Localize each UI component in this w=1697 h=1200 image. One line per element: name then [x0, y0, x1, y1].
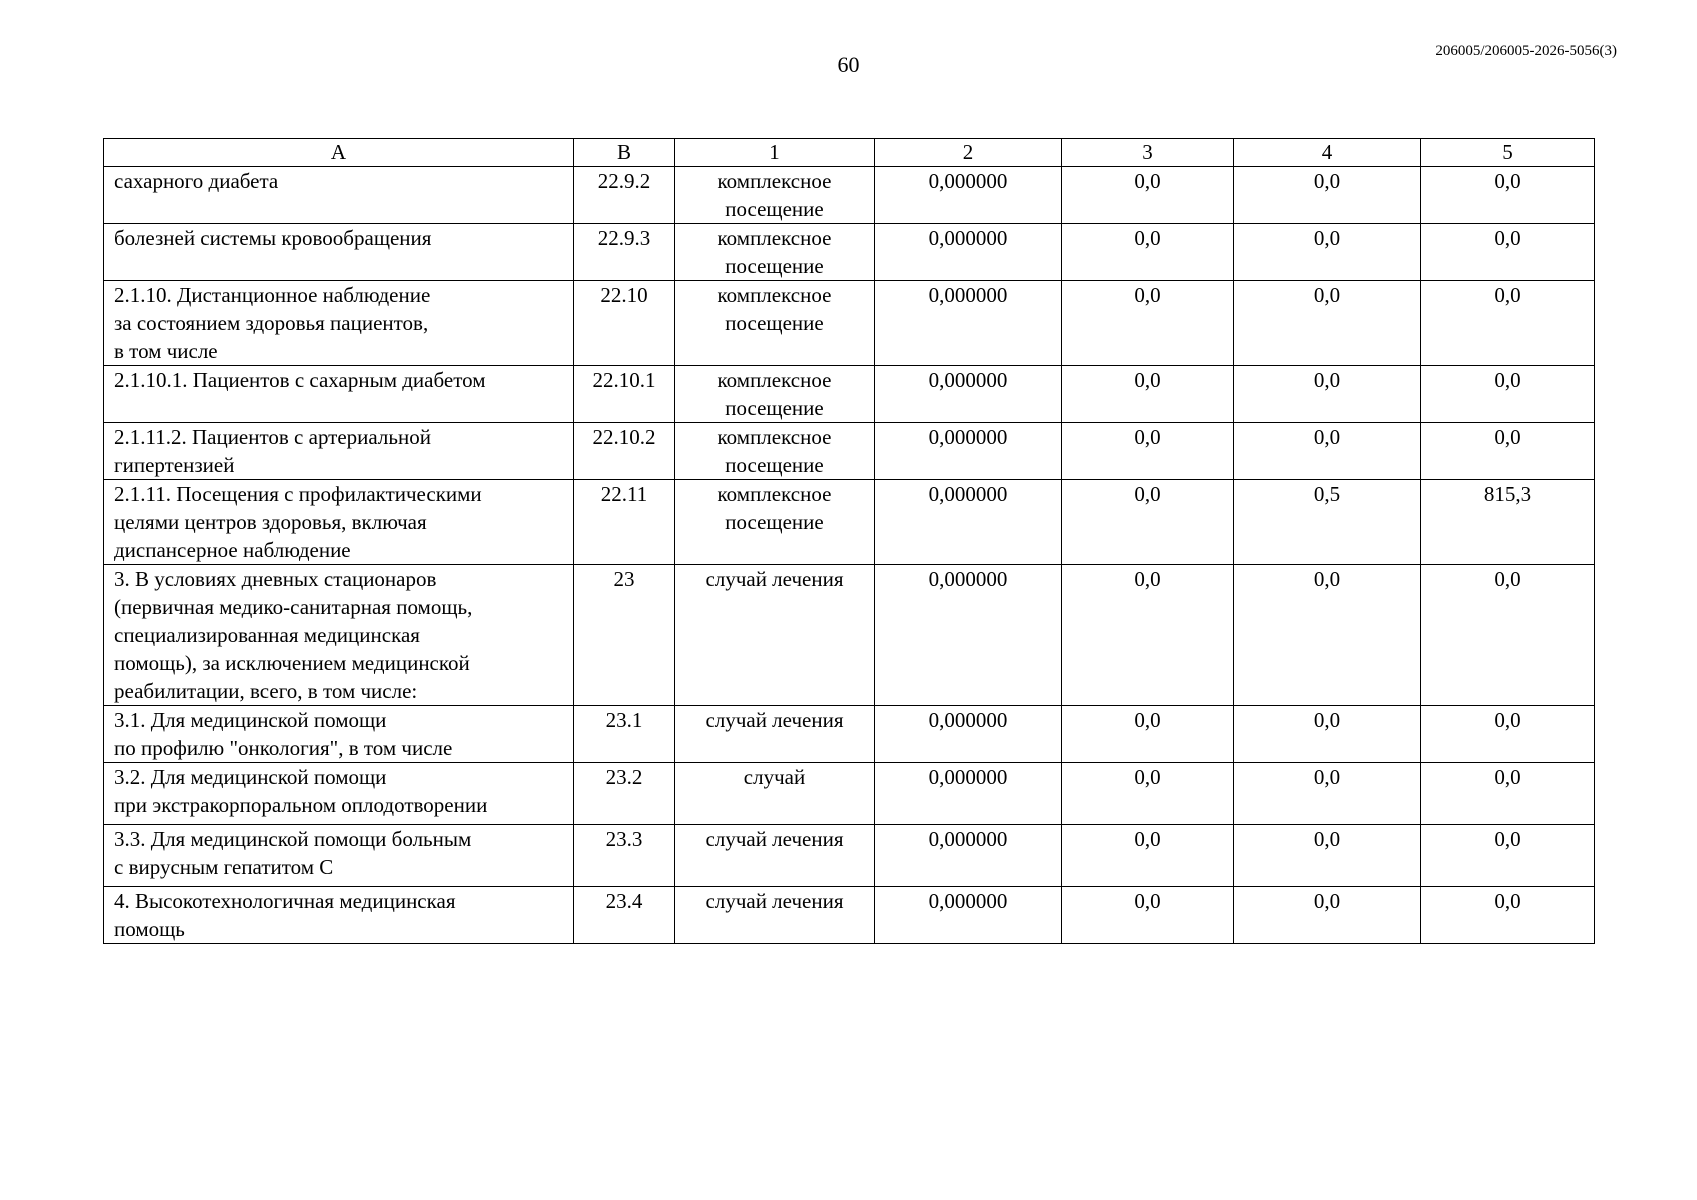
row-code-cell-text: 22.10.2 [592, 425, 656, 449]
row-code-cell-text: 23.2 [605, 765, 643, 789]
row-value-col4 [1234, 423, 1421, 480]
row-value-col4 [1234, 281, 1421, 366]
row-code-cell [574, 366, 675, 423]
row-value-col2-text: 0,000000 [928, 827, 1008, 851]
header-cell-2: 2 [875, 139, 1062, 167]
row-value-col5-text: 815,3 [1483, 482, 1532, 506]
row-code-cell [574, 423, 675, 480]
row-unit-cell-text: комплексное посещение [717, 226, 832, 278]
row-unit-cell [675, 423, 875, 480]
row-unit-cell [675, 887, 875, 944]
row-unit-cell [675, 825, 875, 887]
row-value-col4 [1234, 763, 1421, 825]
row-name-cell-text: 3. В условиях дневных стационаров (первичная медико-санитарная помощь, специализированная медицинская помощь), за исключением медицинской реабилитации, всего, в том числе: [114, 567, 473, 703]
row-code-cell [574, 167, 675, 224]
row-value-col2 [875, 423, 1062, 480]
row-value-col4 [1234, 224, 1421, 281]
row-value-col5 [1421, 224, 1595, 281]
row-name-cell [104, 565, 574, 706]
row-value-col4 [1234, 706, 1421, 763]
row-value-col5 [1421, 423, 1595, 480]
row-name-cell [104, 423, 574, 480]
row-value-col5-text: 0,0 [1494, 765, 1521, 789]
row-value-col3 [1062, 167, 1234, 224]
row-unit-cell-text: случай [743, 765, 806, 789]
row-value-col3 [1062, 423, 1234, 480]
row-code-cell-text: 22.9.2 [597, 169, 651, 193]
row-name-cell-text: 3.3. Для медицинской помощи больным с вирусным гепатитом С [114, 827, 472, 879]
row-code-cell-text: 23 [613, 567, 635, 591]
row-code-cell [574, 763, 675, 825]
row-value-col5-text: 0,0 [1494, 425, 1521, 449]
row-name-cell-text: сахарного диабета [114, 169, 279, 193]
row-value-col5 [1421, 167, 1595, 224]
row-value-col5-text: 0,0 [1494, 283, 1521, 307]
row-value-col3 [1062, 480, 1234, 565]
row-value-col3-text: 0,0 [1134, 765, 1161, 789]
row-value-col5-text: 0,0 [1494, 169, 1521, 193]
row-value-col3-text: 0,0 [1134, 567, 1161, 591]
row-code-cell-text: 23.4 [605, 889, 643, 913]
row-value-col5 [1421, 565, 1595, 706]
row-value-col2-text: 0,000000 [928, 226, 1008, 250]
row-value-col3-text: 0,0 [1134, 283, 1161, 307]
row-name-cell [104, 763, 574, 825]
row-value-col3 [1062, 706, 1234, 763]
row-value-col5-text: 0,0 [1494, 368, 1521, 392]
row-value-col4-text: 0,0 [1313, 567, 1341, 591]
row-code-cell [574, 480, 675, 565]
row-value-col3-text: 0,0 [1134, 368, 1161, 392]
row-value-col4 [1234, 825, 1421, 887]
row-unit-cell [675, 565, 875, 706]
row-name-cell [104, 167, 574, 224]
row-value-col3 [1062, 825, 1234, 887]
row-code-cell-text: 22.10 [600, 283, 648, 307]
row-value-col2-text: 0,000000 [928, 889, 1008, 913]
row-value-col4-text: 0,0 [1313, 368, 1341, 392]
row-unit-cell [675, 167, 875, 224]
row-value-col2 [875, 167, 1062, 224]
row-value-col2-text: 0,000000 [928, 567, 1008, 591]
table-row [104, 281, 1595, 366]
row-value-col2-text: 0,000000 [928, 368, 1008, 392]
row-value-col5 [1421, 366, 1595, 423]
table-row [104, 565, 1595, 706]
table-row [104, 366, 1595, 423]
row-value-col3-text: 0,0 [1134, 425, 1161, 449]
table-row [104, 423, 1595, 480]
row-value-col2 [875, 281, 1062, 366]
row-value-col2-text: 0,000000 [928, 425, 1008, 449]
row-value-col5-text: 0,0 [1494, 827, 1521, 851]
row-value-col3-text: 0,0 [1134, 226, 1161, 250]
row-name-cell [104, 366, 574, 423]
row-value-col2-text: 0,000000 [928, 283, 1008, 307]
row-name-cell [104, 887, 574, 944]
header-row [104, 139, 1595, 167]
row-unit-cell-text: случай лечения [705, 708, 844, 732]
header-cell-1: 1 [675, 139, 875, 167]
row-code-cell-text: 22.11 [600, 482, 648, 506]
row-value-col3 [1062, 281, 1234, 366]
row-value-col3 [1062, 565, 1234, 706]
row-value-col4-text: 0,0 [1313, 425, 1341, 449]
row-value-col3 [1062, 224, 1234, 281]
table-row [104, 480, 1595, 565]
table-row [104, 706, 1595, 763]
row-name-cell-text: 2.1.11. Посещения с профилактическими целями центров здоровья, включая диспансерное наблюдение [114, 482, 482, 562]
row-value-col3 [1062, 763, 1234, 825]
header-cell-a: А [104, 139, 574, 167]
table-row [104, 167, 1595, 224]
row-value-col5 [1421, 763, 1595, 825]
row-value-col5-text: 0,0 [1494, 226, 1521, 250]
row-name-cell [104, 480, 574, 565]
row-value-col2 [875, 887, 1062, 944]
row-unit-cell [675, 706, 875, 763]
row-code-cell-text: 23.1 [605, 708, 643, 732]
row-value-col5 [1421, 281, 1595, 366]
row-value-col5 [1421, 706, 1595, 763]
row-value-col4-text: 0,0 [1313, 226, 1341, 250]
row-value-col5 [1421, 825, 1595, 887]
row-unit-cell-text: комплексное посещение [717, 482, 832, 534]
row-value-col4-text: 0,0 [1313, 169, 1341, 193]
row-code-cell-text: 23.3 [605, 827, 643, 851]
row-value-col2 [875, 224, 1062, 281]
row-value-col4-text: 0,0 [1313, 765, 1341, 789]
row-value-col4-text: 0,0 [1313, 827, 1341, 851]
row-name-cell [104, 281, 574, 366]
row-code-cell [574, 706, 675, 763]
row-value-col5 [1421, 480, 1595, 565]
row-code-cell [574, 825, 675, 887]
header-cell-b: В [574, 139, 675, 167]
row-value-col5-text: 0,0 [1494, 708, 1521, 732]
row-unit-cell [675, 366, 875, 423]
header-cell-4: 4 [1234, 139, 1421, 167]
row-unit-cell-text: комплексное посещение [717, 425, 832, 477]
row-name-cell-text: 2.1.10.1. Пациентов с сахарным диабетом [114, 368, 486, 392]
row-value-col5-text: 0,0 [1494, 567, 1521, 591]
row-value-col4-text: 0,5 [1313, 482, 1341, 506]
row-value-col2 [875, 706, 1062, 763]
row-code-cell [574, 887, 675, 944]
row-unit-cell-text: комплексное посещение [717, 283, 832, 335]
header-cell-3: 3 [1062, 139, 1234, 167]
row-name-cell-text: болезней системы кровообращения [114, 226, 432, 250]
row-value-col5-text: 0,0 [1494, 889, 1521, 913]
row-code-cell-text: 22.10.1 [592, 368, 656, 392]
row-value-col2 [875, 825, 1062, 887]
row-value-col3-text: 0,0 [1134, 169, 1161, 193]
data-table [103, 138, 1595, 944]
row-name-cell [104, 825, 574, 887]
row-value-col3-text: 0,0 [1134, 708, 1161, 732]
row-value-col4 [1234, 565, 1421, 706]
row-name-cell [104, 706, 574, 763]
row-value-col2-text: 0,000000 [928, 482, 1008, 506]
row-unit-cell-text: комплексное посещение [717, 169, 832, 221]
table-row [104, 825, 1595, 887]
row-value-col2-text: 0,000000 [928, 169, 1008, 193]
row-name-cell-text: 2.1.10. Дистанционное наблюдение за состоянием здоровья пациентов, в том числе [114, 283, 431, 363]
row-value-col2-text: 0,000000 [928, 765, 1008, 789]
row-code-cell [574, 224, 675, 281]
row-value-col4 [1234, 887, 1421, 944]
row-value-col3-text: 0,0 [1134, 889, 1161, 913]
row-value-col4-text: 0,0 [1313, 889, 1341, 913]
row-name-cell [104, 224, 574, 281]
header-cell-5: 5 [1421, 139, 1595, 167]
row-value-col4 [1234, 366, 1421, 423]
row-value-col2 [875, 480, 1062, 565]
row-value-col4-text: 0,0 [1313, 708, 1341, 732]
row-code-cell-text: 22.9.3 [597, 226, 651, 250]
row-value-col2-text: 0,000000 [928, 708, 1008, 732]
row-value-col2 [875, 366, 1062, 423]
row-code-cell [574, 565, 675, 706]
row-unit-cell [675, 281, 875, 366]
row-name-cell-text: 4. Высокотехнологичная медицинская помощь [114, 889, 456, 941]
row-name-cell-text: 3.1. Для медицинской помощи по профилю "онкология", в том числе [114, 708, 453, 760]
document-code: 206005/206005-2026-5056(3) [1435, 43, 1617, 59]
page-number: 60 [837, 52, 860, 77]
row-name-cell-text: 3.2. Для медицинской помощи при экстракорпоральном оплодотворении [114, 765, 488, 817]
row-value-col4-text: 0,0 [1313, 283, 1341, 307]
row-value-col3-text: 0,0 [1134, 482, 1161, 506]
row-unit-cell-text: случай лечения [705, 827, 844, 851]
row-value-col4 [1234, 480, 1421, 565]
row-name-cell-text: 2.1.11.2. Пациентов с артериальной гипертензией [114, 425, 431, 477]
table-row [104, 887, 1595, 944]
row-value-col3 [1062, 366, 1234, 423]
row-unit-cell-text: случай лечения [705, 889, 844, 913]
row-unit-cell [675, 763, 875, 825]
row-unit-cell [675, 224, 875, 281]
row-value-col4 [1234, 167, 1421, 224]
row-unit-cell [675, 480, 875, 565]
row-value-col5 [1421, 887, 1595, 944]
table-row [104, 224, 1595, 281]
row-value-col2 [875, 565, 1062, 706]
row-unit-cell-text: случай лечения [705, 567, 844, 591]
row-code-cell [574, 281, 675, 366]
table-row [104, 763, 1595, 825]
row-unit-cell-text: комплексное посещение [717, 368, 832, 420]
row-value-col2 [875, 763, 1062, 825]
row-value-col3-text: 0,0 [1134, 827, 1161, 851]
row-value-col3 [1062, 887, 1234, 944]
